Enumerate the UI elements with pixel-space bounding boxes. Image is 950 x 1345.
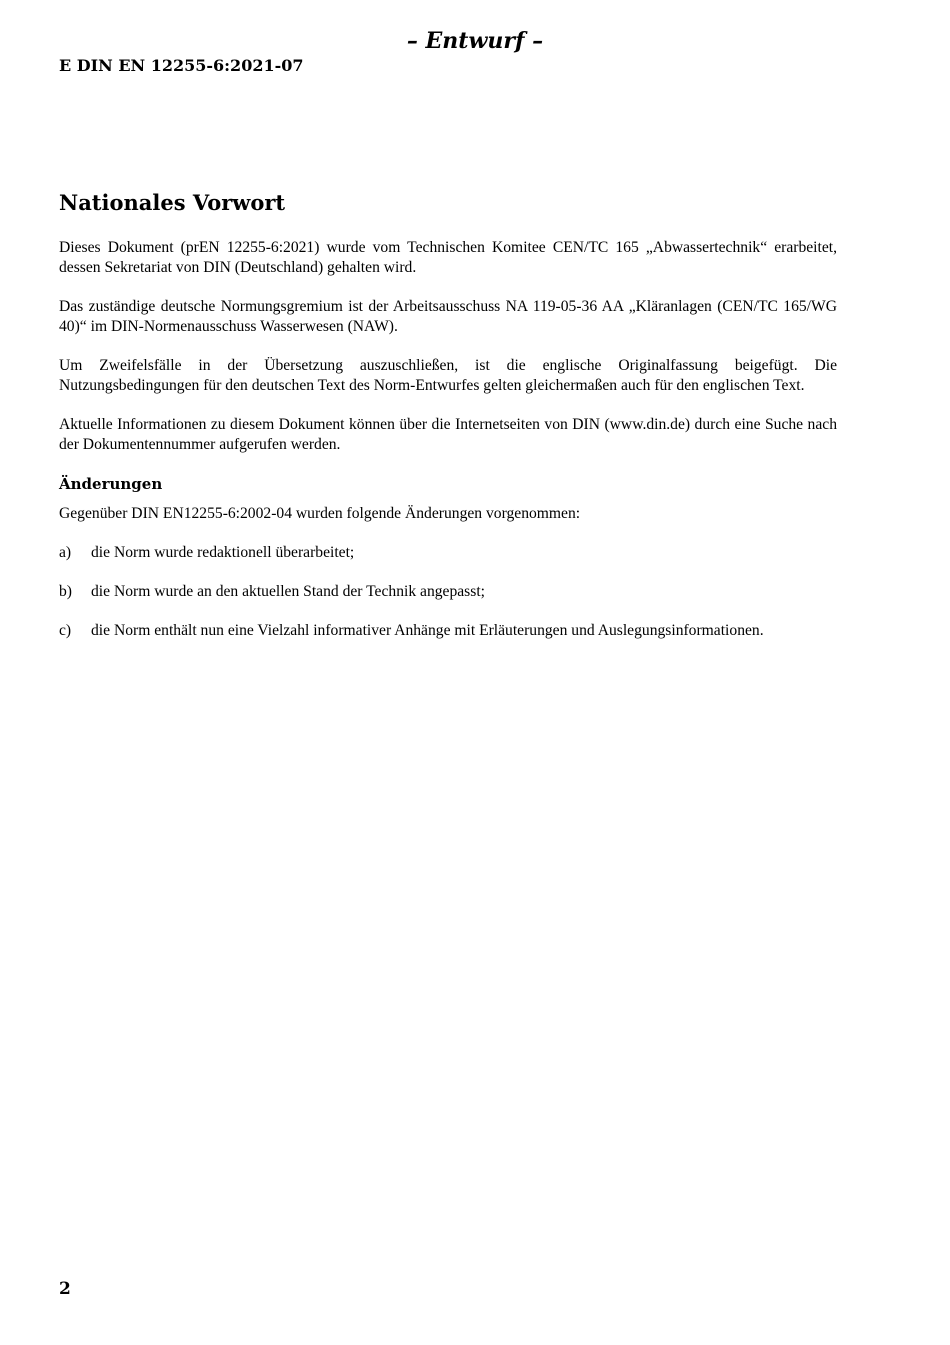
page-number: 2 <box>59 1279 71 1299</box>
paragraph: Aktuelle Informationen zu diesem Dokument können über die Internetseiten von DIN (www.din.de) durch eine Suche nach der Dokumentennummer aufgerufen werden. <box>59 416 837 453</box>
list-item-text: die Norm enthält nun eine Vielzahl informativer Anhänge mit Erläuterungen und Auslegungsinformationen. <box>91 622 764 639</box>
list-item-text: die Norm wurde an den aktuellen Stand der Technik angepasst; <box>91 583 485 600</box>
changes-intro: Gegenüber DIN EN12255-6:2002-04 wurden folgende Änderungen vorgenommen: <box>59 505 581 522</box>
list-item <box>59 621 837 641</box>
changes-list <box>59 543 837 641</box>
paragraph: Um Zweifelsfälle in der Übersetzung auszuschließen, ist die englische Originalfassung beigefügt. Die Nutzungsbedingungen für den deutschen Text des Norm-Entwurfes gelten gleichermaßen auch für den englischen Text. <box>59 357 837 394</box>
list-item <box>59 543 837 563</box>
changes-heading: Änderungen <box>59 475 163 493</box>
page-content <box>59 186 837 660</box>
list-marker: c) <box>59 622 72 639</box>
document-id: E DIN EN 12255-6:2021-07 <box>59 56 304 75</box>
list-item-text: die Norm wurde redaktionell überarbeitet; <box>91 544 355 561</box>
list-marker: b) <box>59 583 72 600</box>
paragraph: Dieses Dokument (prEN 12255-6:2021) wurde vom Technischen Komitee CEN/TC 165 „Abwassertechnik“ erarbeitet, dessen Sekretariat von DIN (Deutschland) gehalten wird. <box>59 239 837 276</box>
section-title: Nationales Vorwort <box>59 190 286 215</box>
list-item <box>59 582 837 602</box>
paragraph: Das zuständige deutsche Normungsgremium ist der Arbeitsausschuss NA 119-05-36 AA „Kläranlagen (CEN/TC 165/WG 40)“ im DIN-Normenausschuss Wasserwesen (NAW). <box>59 298 837 335</box>
draft-watermark-title: – Entwurf – <box>406 28 544 54</box>
list-marker: a) <box>59 544 72 561</box>
